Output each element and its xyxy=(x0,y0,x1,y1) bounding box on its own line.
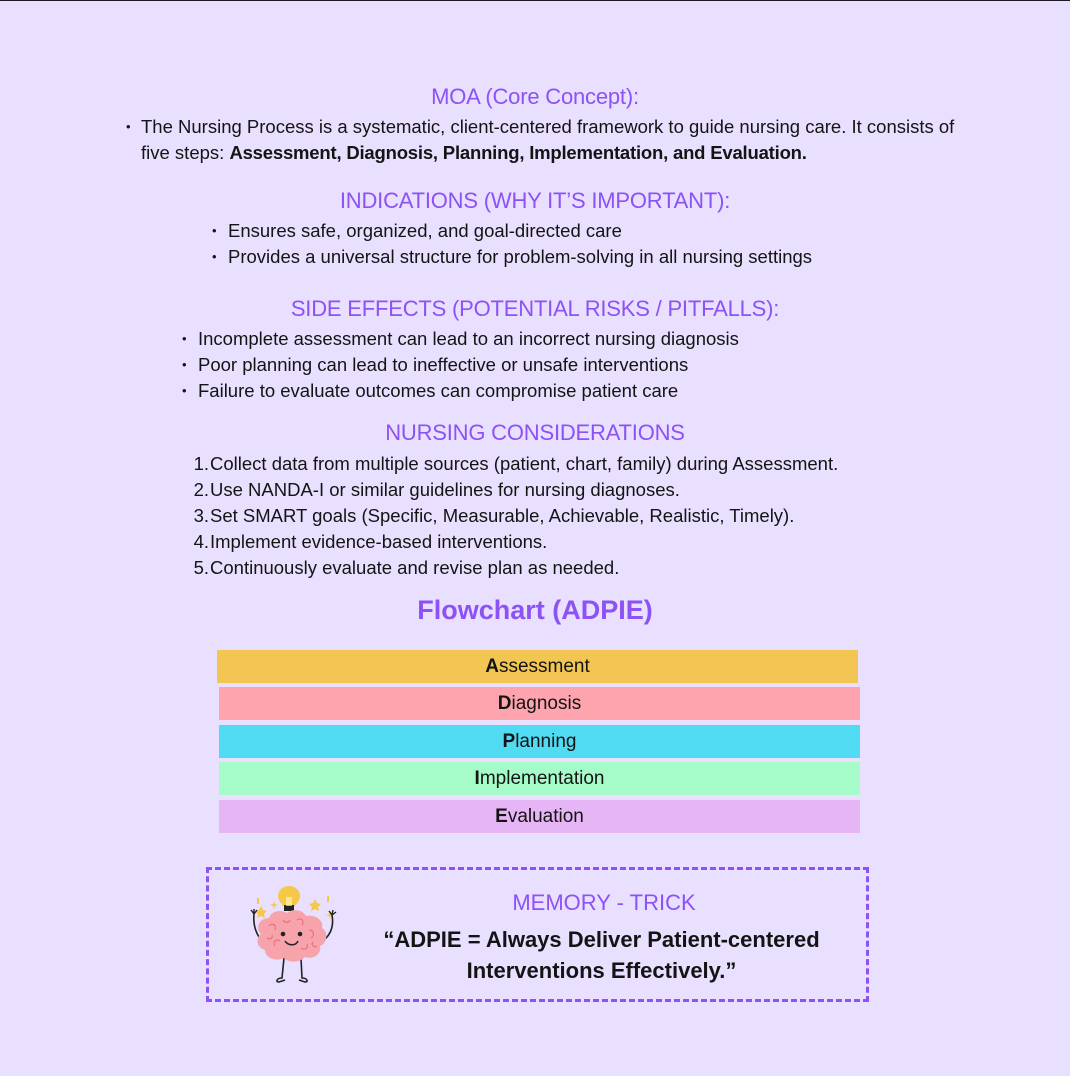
moa-item xyxy=(126,114,966,166)
step-initial: A xyxy=(485,656,499,677)
flowchart-title: Flowchart (ADPIE) xyxy=(417,595,653,625)
quote-line-2: Interventions Effectively.” xyxy=(466,958,737,983)
moa-list xyxy=(126,114,966,166)
step-initial: P xyxy=(502,731,516,752)
flowchart-step-assessment xyxy=(217,650,858,683)
step-initial: D xyxy=(497,693,512,714)
step-rest: ssessment xyxy=(498,656,590,677)
item-number: 3. xyxy=(193,505,209,526)
item-text: Collect data from multiple sources (patient, chart, family) during Assessment. xyxy=(210,453,839,474)
consideration-item xyxy=(189,529,838,555)
indication-item: • Provides a universal structure for problem-solving in all nursing settings xyxy=(212,244,812,270)
brain-lightbulb-icon xyxy=(239,884,339,988)
item-text: Continuously evaluate and revise plan as needed. xyxy=(210,557,620,578)
item-number: 4. xyxy=(193,531,209,552)
indication-item: • Ensures safe, organized, and goal-directed care xyxy=(212,218,812,244)
flowchart-step-evaluation xyxy=(219,800,860,833)
consideration-item xyxy=(189,451,838,477)
item-text: Use NANDA-I or similar guidelines for nursing diagnoses. xyxy=(210,479,680,500)
memory-trick-title: MEMORY - TRICK xyxy=(512,890,696,915)
item-number: 1. xyxy=(193,453,209,474)
side-effect-item: • Failure to evaluate outcomes can compromise patient care xyxy=(182,378,739,404)
item-number: 2. xyxy=(193,479,209,500)
item-text: Set SMART goals (Specific, Measurable, Achievable, Realistic, Timely). xyxy=(210,505,795,526)
flowchart-step-implementation xyxy=(219,762,860,795)
flowchart-step-diagnosis xyxy=(219,687,860,720)
step-rest: valuation xyxy=(507,806,584,827)
step-rest: lanning xyxy=(515,731,577,752)
step-initial: E xyxy=(495,806,508,827)
moa-text-bold: Assessment, Diagnosis, Planning, Implementation, and Evaluation. xyxy=(229,142,807,163)
item-number: 5. xyxy=(193,557,209,578)
step-rest: mplementation xyxy=(479,768,605,789)
memory-trick-quote xyxy=(349,924,854,986)
consideration-item xyxy=(189,477,838,503)
step-initial: I xyxy=(474,768,480,789)
consideration-item xyxy=(189,555,838,581)
top-border xyxy=(0,0,1070,1)
moa-text-plain: The Nursing Process is a systematic, client-centered framework to guide nursing care. It consists of five steps: xyxy=(141,116,955,163)
side-effects-list xyxy=(182,326,739,404)
nursing-considerations-heading: NURSING CONSIDERATIONS xyxy=(385,420,685,445)
quote-line-1: “ADPIE = Always Deliver Patient-centered xyxy=(383,927,820,952)
side-effect-item: • Poor planning can lead to ineffective or unsafe interventions xyxy=(182,352,739,378)
side-effects-heading: SIDE EFFECTS (POTENTIAL RISKS / PITFALLS): xyxy=(290,296,780,321)
item-text: Implement evidence-based interventions. xyxy=(210,531,548,552)
step-rest: iagnosis xyxy=(511,693,582,714)
indications-list xyxy=(212,218,812,270)
nursing-considerations-list xyxy=(189,451,838,581)
indications-heading: INDICATIONS (WHY IT’S IMPORTANT): xyxy=(339,188,731,213)
consideration-item xyxy=(189,503,838,529)
moa-heading: MOA (Core Concept): xyxy=(431,84,639,109)
side-effect-item: • Incomplete assessment can lead to an incorrect nursing diagnosis xyxy=(182,326,739,352)
flowchart-step-planning xyxy=(219,725,860,758)
memory-trick-box xyxy=(206,867,869,1002)
